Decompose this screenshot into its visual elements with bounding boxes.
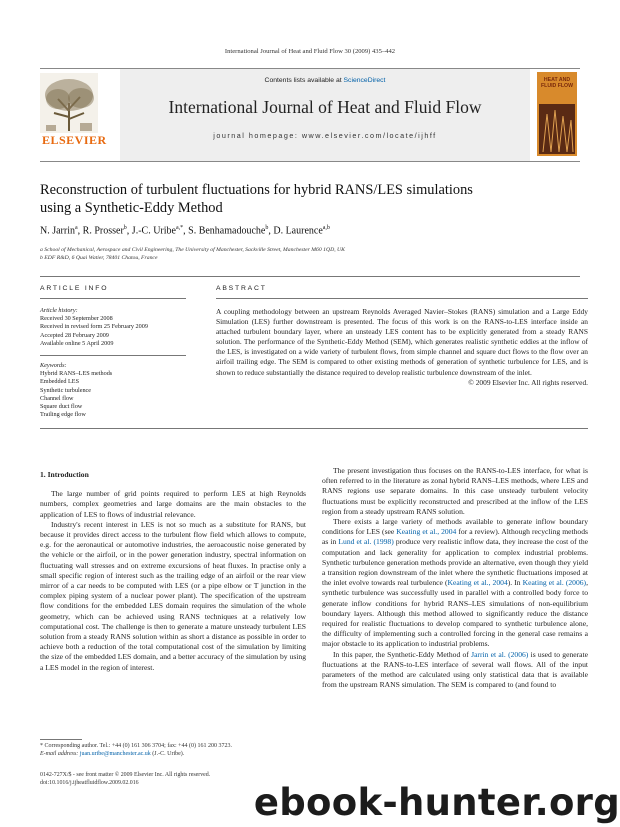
journal-title: International Journal of Heat and Fluid Flow	[168, 97, 482, 117]
citation-link[interactable]: Keating et al., 2004	[396, 527, 457, 537]
keywords-label: Keywords:	[40, 362, 67, 370]
body-right-column	[322, 466, 588, 690]
email-suffix: (J.-C. Uribe).	[152, 751, 185, 757]
divider	[40, 355, 186, 356]
text-run: , synthetic turbulence was successfully used in parallel with a controlled body force to generate inflow conditions for hybrid RANS–LES simulations of non-equilibrium boundary layers. Although this method allowed to significantly reduce the distance required for realistic fluctuations to develop compared to synthetic turbulence alone, the difficulty of implementing such a controlled forcing in the general case remains a major obstacle to its application to industrial problems.	[322, 578, 588, 649]
body-paragraph	[322, 650, 588, 691]
cover-title: HEAT AND FLUID FLOW	[541, 77, 573, 89]
issn-line: 0142-727X/$ - see front matter © 2009 Elsevier Inc. All rights reserved.	[40, 772, 211, 778]
keyword: Hybrid RANS–LES methods	[40, 370, 113, 378]
article-title	[40, 181, 580, 217]
author-sup: a,*	[175, 225, 184, 231]
journal-cover	[537, 72, 577, 156]
body-paragraph: The large number of grid points required to perform LES at high Reynolds numbers, complex geometries and large domains are the main obstacles to the application of LES to flows of industrial relevance.	[40, 489, 306, 519]
masthead-center	[120, 69, 530, 161]
article-info-heading: ARTICLE INFO	[40, 285, 109, 292]
body-paragraph: The present investigation thus focuses on the RANS-to-LES interface, for what is often referred to in the literature as zonal hybrid RANS–LES methods, where LES and RANS regions use separate domains. In this case unsteady turbulent velocity fluctuations must be explicitly reconstructed and prescribed at the inflow of the LES region from a steady upstream RANS solution.	[322, 466, 588, 516]
body-paragraph: Industry's recent interest in LES is not so much as a substitute for RANS, but because it provides direct access to the turbulent flow field which allows to compute, e.g. for the aeronautical or automotive industries, the aeroacoustic noise generated by the vehicle or the airfoil, or in the power generation industry, spectral information on fluctuating wall stresses and on extreme excursions of heat fluxes. In practise only a small specific region of interest such as the trailing edge of an airfoil or the rear view mirror of a car needs to be computed with LES (or a pipe elbow or T junction in the complex piping system of a nuclear power plant). The specification of the upstream flow conditions for the embedded LES domain requires the simulation of the whole geometry, which can be achieved using RANS techniques at a relatively low computational cost. The challenge is then to generate a mature unsteady turbulent LES solution from a steady RANS solution within as short a distance as possible in order to achieve both a reduction of the total computational cost of the simulation by limiting the size of the embedded LES domain, and a better accuracy of the simulation by using a LES model in the region of interest.	[40, 519, 306, 672]
article-info	[40, 307, 185, 419]
affiliation-b: b EDF R&D, 6 Quai Watier, 78401 Chatou, France	[40, 255, 158, 261]
text-run: ). In	[507, 578, 523, 588]
citation-link[interactable]: Keating et al., 2004	[447, 578, 508, 588]
author-name: S. Benhamadouche	[188, 225, 266, 237]
article-title-line-2: using a Synthetic-Eddy Method	[40, 200, 223, 216]
contents-line	[120, 77, 530, 84]
cover-image	[539, 104, 575, 154]
footnote-divider	[40, 739, 82, 740]
author-name: R. Prosser	[82, 225, 124, 237]
affiliation-a: a School of Mechanical, Aerospace and Civil Engineering, The University of Manchester, Sackville Street, Manchester M60 1QD, UK	[40, 247, 345, 253]
footnote	[40, 742, 310, 758]
author-sup: b	[123, 225, 127, 231]
author-sup: a	[75, 225, 78, 231]
citation-link[interactable]: Lund et al. (1998)	[338, 537, 394, 547]
article-title-line-1: Reconstruction of turbulent fluctuations for hybrid RANS/LES simulations	[40, 182, 473, 198]
body-left-column	[40, 470, 306, 673]
keyword: Trailing edge flow	[40, 411, 86, 419]
text-run: There exists a large variety of methods available to generate inflow boundary conditions for LES (see	[322, 517, 588, 537]
journal-masthead	[40, 68, 580, 162]
text-run: is used to generate fluctuations at the RANS-to-LES interface of several wall flows. All of the input parameters of the method are calculated using only statistical data that is available from the upstream RANS simulation. The SEM is compared to (and found to	[322, 649, 588, 690]
history-item: Received in revised form 25 February 2009	[40, 323, 148, 331]
citation-link[interactable]: Keating et al. (2006)	[522, 578, 587, 588]
copyright-line: © 2009 Elsevier Inc. All rights reserved.	[468, 377, 588, 387]
divider	[40, 298, 186, 299]
email-label: E-mail address:	[40, 751, 79, 757]
sciencedirect-link[interactable]: ScienceDirect	[343, 77, 386, 84]
history-item: Available online 5 April 2009	[40, 339, 114, 347]
divider	[216, 298, 588, 299]
email-link[interactable]: juan.uribe@manchester.ac.uk	[79, 751, 151, 757]
watermark: ebook-hunter.org	[253, 781, 620, 824]
keyword: Embedded LES	[40, 378, 80, 386]
contents-prefix: Contents lists available at	[264, 77, 342, 84]
abstract-heading: ABSTRACT	[216, 285, 267, 292]
journal-homepage[interactable]: journal homepage: www.elsevier.com/locate/ijhff	[213, 131, 437, 140]
section-heading: 1. Introduction	[40, 470, 89, 479]
history-label: Article history:	[40, 307, 78, 314]
text-run: produce very realistic inflow data, they increase the cost of the computation and lack generality for application to complex industrial problems. Synthetic turbulence generation methods provide an alternative, even though they yield a transition region downstream of the inlet where the synthetic fluctuations imposed at the inlet evolve towards real turbulence (	[322, 537, 588, 588]
citation-link[interactable]: Jarrin et al. (2006)	[471, 649, 529, 659]
author-name: D. Laurence	[273, 225, 323, 237]
divider	[40, 428, 588, 429]
keyword: Channel flow	[40, 394, 74, 402]
divider	[40, 276, 580, 277]
author-name: J.-C. Uribe	[131, 225, 176, 237]
author-name: N. Jarrin	[40, 225, 75, 237]
text-run: In this paper, the Synthetic-Eddy Method of	[333, 649, 472, 659]
text-run: for a review). Although recycling methods as in	[322, 527, 588, 547]
email-line	[40, 750, 310, 758]
body-paragraph	[322, 517, 588, 650]
doi-line[interactable]: doi:10.1016/j.ijheatfluidflow.2009.02.016	[40, 780, 139, 786]
publisher-logo-text: ELSEVIER	[42, 133, 107, 147]
author-list: N. Jarrin$^a$, R. Prosser$^b$, J.-C. Uribe$^{a,*}$, S. Benhamadouche$^b$, D. Laurence$^{a,b}$	[40, 225, 330, 237]
abstract	[216, 307, 588, 388]
corresponding-author: * Corresponding author. Tel.: +44 (0) 161 306 3704; fax: +44 (0) 161 200 3723.	[40, 743, 233, 749]
author-sup: b	[265, 225, 269, 231]
running-head: International Journal of Heat and Fluid Flow 30 (2009) 435–442	[224, 48, 396, 55]
keyword: Square duct flow	[40, 403, 83, 411]
keyword: Synthetic turbulence	[40, 386, 92, 394]
history-item: Accepted 28 February 2009	[40, 331, 109, 339]
history-item: Received 30 September 2008	[40, 315, 113, 323]
abstract-text: A coupling methodology between an upstream Reynolds Averaged Navier–Stokes (RANS) simulation and a Large Eddy Simulation (LES) further downstream is presented. The focus of this work is on the RANS-to-LES interface inside an attached turbulent boundary layer, where an unsteady LES content has to be explicitly generated from a steady RANS solution. The performance of the Synthetic-Eddy Method (SEM), which generates realistic synthetic eddies at the inflow of the LES, is investigated on a wide variety of turbulent flows, from simple channel and square duct flows to the flow over an airfoil trailing edge. The SEM is compared to other existing methods of generation of synthetic turbulence for LES, and is shown to reduce substantially the distance required to develop realistic turbulence downstream of the inlet.	[216, 307, 588, 377]
author-sup: a,b	[322, 225, 330, 231]
